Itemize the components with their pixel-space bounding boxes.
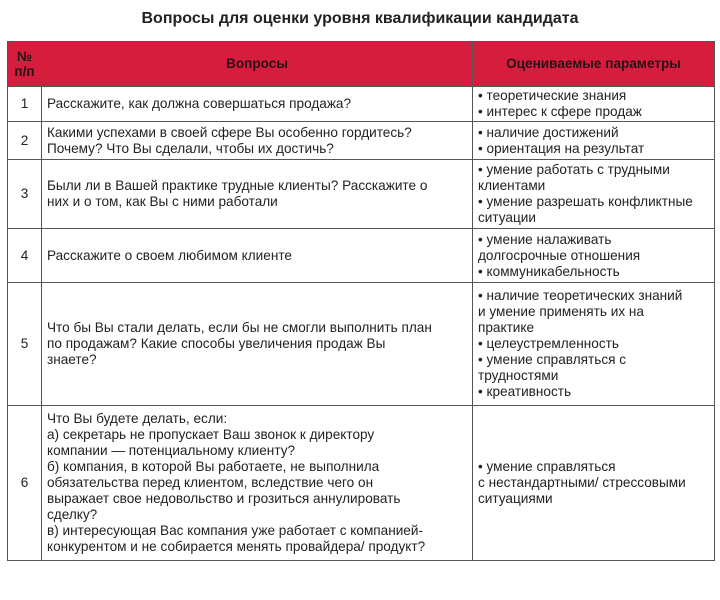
table-row <box>8 283 715 406</box>
header-number <box>8 42 42 87</box>
param-line: ситуациями <box>478 491 553 506</box>
row-number: 5 <box>8 283 42 406</box>
param-line: трудностями <box>478 368 559 383</box>
questions-table <box>7 41 715 561</box>
params-cell <box>473 122 715 160</box>
question-line: них и о том, как Вы с ними работали <box>47 194 278 209</box>
row-number: 4 <box>8 229 42 283</box>
question-line: конкурентом и не собирается менять провайдера/ продукт? <box>47 539 426 554</box>
question-cell <box>42 229 473 283</box>
param-line: ситуации <box>478 210 536 225</box>
param-line: • ориентация на результат <box>478 140 645 156</box>
table-header-row <box>8 42 715 87</box>
question-cell <box>42 160 473 229</box>
row-number: 2 <box>8 122 42 160</box>
row-number: 6 <box>8 406 42 561</box>
page-title: Вопросы для оценки уровня квалификации кандидата <box>141 10 579 27</box>
param-line: • умение справляться с <box>478 352 627 367</box>
row-number: 1 <box>8 87 42 122</box>
param-line: • теоретические знания <box>478 88 627 103</box>
question-line: по продажам? Какие способы увеличения продаж Вы <box>47 336 386 351</box>
param-line: клиентами <box>478 178 546 193</box>
params-cell <box>473 160 715 229</box>
param-line: • коммуникабельность <box>478 263 620 279</box>
question-line: Что Вы будете делать, если: <box>47 411 228 426</box>
question-line: выражает свое недовольство и грозиться аннулировать <box>47 491 401 506</box>
header-questions: Вопросы <box>42 42 473 87</box>
header-number-line2: п/п <box>14 64 35 79</box>
params-cell <box>473 283 715 406</box>
param-line: • целеустремленность <box>478 336 619 351</box>
question-line: компании — потенциальному клиенту? <box>47 443 296 458</box>
question-line: обязательства перед клиентом, вследствие чего он <box>47 475 374 490</box>
question-line: в) интересующая Вас компания уже работает с компанией- <box>47 523 423 538</box>
table-row <box>8 122 715 160</box>
question-cell <box>42 406 473 561</box>
param-line: • интерес к сфере продаж <box>478 104 642 119</box>
param-line: практике <box>478 320 535 335</box>
params-cell <box>473 229 715 283</box>
param-line: • умение налаживать <box>478 231 612 247</box>
question-line: Почему? Что Вы сделали, чтобы их достичь? <box>47 140 334 156</box>
param-line: и умение применять их на <box>478 304 644 319</box>
table-row <box>8 229 715 283</box>
question-cell <box>42 87 473 122</box>
param-line: • умение работать с трудными <box>478 162 670 177</box>
param-line: • умение разрешать конфликтные <box>478 194 693 209</box>
row-number: 3 <box>8 160 42 229</box>
header-params: Оцениваемые параметры <box>473 42 715 87</box>
question-line: Были ли в Вашей практике трудные клиенты? Расскажите о <box>47 178 428 193</box>
table-row <box>8 160 715 229</box>
question-line: знаете? <box>47 352 97 367</box>
param-line: долгосрочные отношения <box>478 247 641 263</box>
question-cell <box>42 283 473 406</box>
question-line: Какими успехами в своей сфере Вы особенно гордитесь? <box>47 124 412 140</box>
param-line: • креативность <box>478 384 572 399</box>
question-line: Расскажите о своем любимом клиенте <box>47 247 292 263</box>
param-line: • наличие достижений <box>478 124 619 140</box>
param-line: с нестандартными/ стрессовыми <box>478 475 686 490</box>
params-cell <box>473 87 715 122</box>
table-row <box>8 406 715 561</box>
header-number-line1: № <box>16 49 33 64</box>
param-line: • наличие теоретических знаний <box>478 288 683 303</box>
question-line: б) компания, в которой Вы работаете, не выполнила <box>47 459 380 474</box>
params-cell <box>473 406 715 561</box>
question-cell <box>42 122 473 160</box>
question-line: сделку? <box>47 507 98 522</box>
question-line: а) секретарь не пропускает Ваш звонок к директору <box>47 427 375 442</box>
param-line: • умение справляться <box>478 459 616 474</box>
question-line: Расскажите, как должна совершаться продажа? <box>47 96 352 111</box>
table-row <box>8 87 715 122</box>
question-line: Что бы Вы стали делать, если бы не смогли выполнить план <box>47 320 432 335</box>
